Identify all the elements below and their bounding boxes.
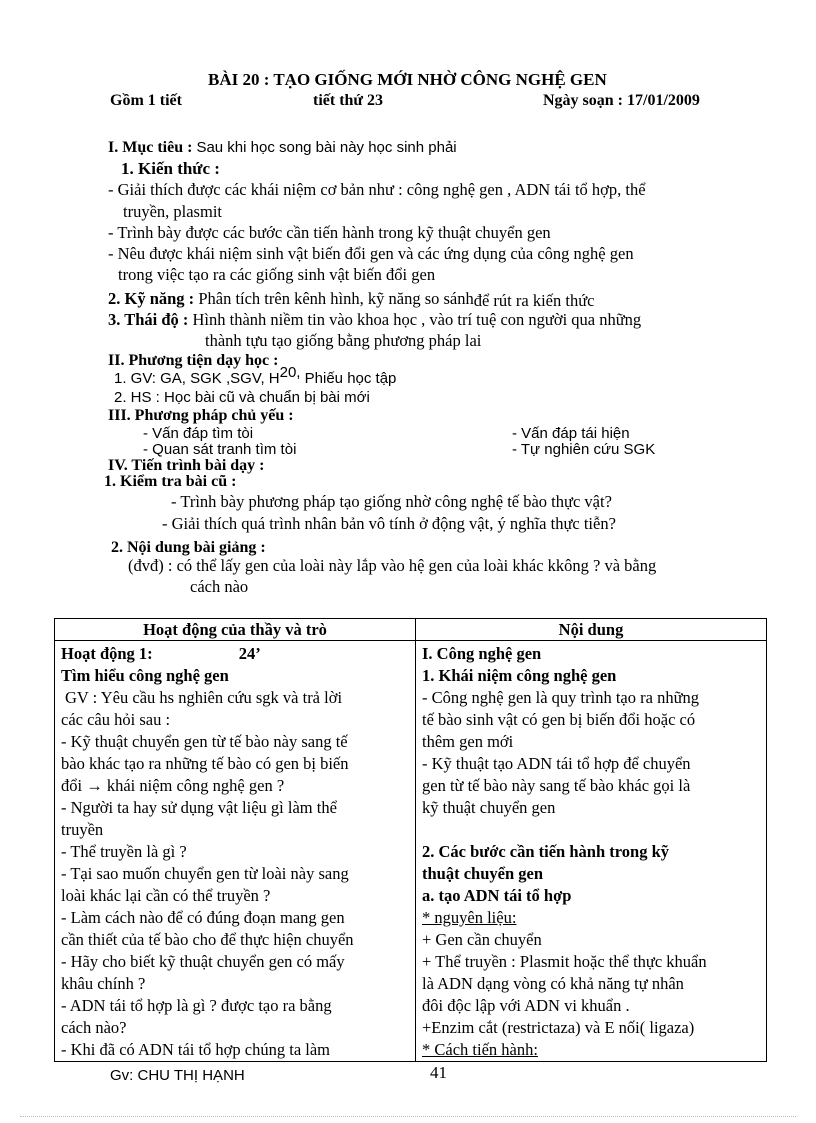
attitude-label: 3. Thái độ :: [108, 310, 189, 329]
content-section: I. Công nghệ gen: [422, 644, 542, 663]
table-header-row: [55, 619, 767, 641]
activity-text-line: khâu chính ?: [61, 974, 146, 993]
activity-text-line: - Tại sao muốn chuyển gen từ loài này sang: [61, 864, 349, 883]
table-row: [55, 641, 767, 1062]
check-question-1: - Trình bày phương pháp tạo giống nhờ công nghệ tế bào thực vật?: [171, 492, 612, 511]
content-heading: 2. Nội dung bài giảng :: [111, 539, 266, 556]
col-header-activities: Hoạt động của thầy và trò: [55, 619, 416, 641]
check-question-2: - Giải thích quá trình nhân bản vô tính ở động vật, ý nghĩa thực tiễn?: [162, 514, 616, 533]
concept-line: tế bào sinh vật có gen bị biến đổi hoặc có: [422, 710, 696, 729]
materials-heading: * nguyên liệu:: [422, 908, 517, 927]
knowledge-heading: 1. Kiến thức :: [121, 159, 220, 178]
periods-count: Gồm 1 tiết: [110, 92, 182, 109]
knowledge-line-4: - Nêu được khái niệm sinh vật biến đổi gen và các ứng dụng của công nghệ gen: [108, 244, 634, 263]
intro-line-1: (đvđ) : có thể lấy gen của loài này lắp vào hệ gen của loài khác kkông ? và bằng: [128, 556, 657, 575]
activity-text-line: cách nào?: [61, 1018, 127, 1037]
content-cell: [416, 641, 767, 1062]
means-heading: II. Phương tiện dạy học :: [108, 352, 279, 369]
lesson-table: [54, 618, 767, 1062]
material-line: + Gen cần chuyển: [422, 930, 542, 949]
method-left-2: - Quan sát tranh tìm tòi: [143, 441, 297, 458]
concept-line: - Kỹ thuật tạo ADN tái tổ hợp để chuyển: [422, 754, 691, 773]
activity-label: Hoạt động 1:: [61, 644, 153, 663]
activity-text-line: - Khi đã có ADN tái tổ hợp chúng ta làm: [61, 1040, 331, 1059]
knowledge-line-5: trong việc tạo ra các giống sinh vật biến đổi gen: [118, 265, 436, 284]
page-number: 41: [430, 1063, 447, 1082]
activity-text-line: các câu hỏi sau :: [61, 710, 171, 729]
steps-heading-2: thuật chuyển gen: [422, 864, 544, 883]
concept-line: thêm gen mới: [422, 732, 514, 751]
activity-text-line: - Thể truyền là gì ?: [61, 842, 187, 861]
activity-text-line: truyền: [61, 820, 104, 839]
knowledge-line-3: - Trình bày được các bước cần tiến hành trong kỹ thuật chuyển gen: [108, 223, 551, 242]
skills-line: [108, 289, 594, 309]
intro-line-2: cách nào: [190, 577, 249, 596]
concept-line: gen từ tế bào này sang tế bào khác gọi là: [422, 776, 691, 795]
skills-text-2: để rút ra kiến thức: [473, 291, 595, 310]
concept-line: - Công nghệ gen là quy trình tạo ra những: [422, 688, 700, 707]
activity-text-line: - Người ta hay sử dụng vật liệu gì làm thể: [61, 798, 337, 817]
attitude-text-1: Hình thành niềm tin vào khoa học , vào trí tuệ con người qua những: [192, 310, 642, 329]
knowledge-line-1: - Giải thích được các khái niệm cơ bản như : công nghệ gen , ADN tái tổ hợp, thể: [108, 180, 646, 199]
means-gv-sup: 20,: [279, 364, 301, 381]
activities-cell: [55, 641, 416, 1062]
skills-label: 2. Kỹ năng :: [108, 289, 195, 308]
activity-text-line: cần thiết của tế bào cho để thực hiện chuyển: [61, 930, 354, 949]
activity-time: 24’: [238, 644, 261, 663]
material-line: đôi độc lập với ADN vi khuẩn .: [422, 996, 630, 1015]
concept-heading: 1. Khái niệm công nghệ gen: [422, 666, 617, 685]
col-header-content: Nội dung: [416, 619, 767, 641]
methods-heading: III. Phương pháp chủ yếu :: [108, 407, 294, 424]
activity-text-line: - Hãy cho biết kỹ thuật chuyển gen có mấy: [61, 952, 345, 971]
method-left-1: - Vấn đáp tìm tòi: [143, 425, 254, 442]
means-hs: 2. HS : Học bài cũ và chuẩn bị bài mới: [114, 389, 370, 406]
activity-text-line: bào khác tạo ra những tế bào có gen bị biến: [61, 754, 349, 773]
material-line: + Thể truyền : Plasmit hoặc thể thực khuẩn: [422, 952, 707, 971]
method-right-2: - Tự nghiên cứu SGK: [512, 441, 656, 458]
knowledge-line-2: truyền, plasmit: [123, 202, 222, 221]
attitude-line-2: thành tựu tạo giống bằng phương pháp lai: [205, 331, 482, 350]
means-gv-rest: Phiếu học tập: [304, 370, 397, 387]
means-gv: [114, 364, 397, 387]
activity-topic: Tìm hiểu công nghệ gen: [61, 666, 229, 685]
procedure-heading: * Cách tiến hành:: [422, 1040, 538, 1059]
prep-date: Ngày soạn : 17/01/2009: [543, 92, 700, 109]
activity-text-line: đổi → khái niệm công nghệ gen ?: [61, 776, 285, 795]
material-line: +Enzim cắt (restrictaza) và E nối( ligaza): [422, 1018, 695, 1037]
material-line: là ADN dạng vòng có khả năng tự nhân: [422, 974, 684, 993]
activity-text-line: loài khác lại cần có thể truyền ?: [61, 886, 271, 905]
activity-text-line: - Kỹ thuật chuyển gen từ tế bào này sang tế: [61, 732, 348, 751]
lesson-number: tiết thứ 23: [313, 92, 384, 109]
teacher-name: Gv: CHU THỊ HẠNH: [110, 1067, 245, 1084]
steps-heading-1: 2. Các bước cần tiến hành trong kỹ: [422, 842, 670, 861]
skills-text: Phân tích trên kênh hình, kỹ năng so sánh: [198, 289, 474, 308]
activity-text-line: - Làm cách nào để có đúng đoạn mang gen: [61, 908, 345, 927]
attitude-line-1: [108, 310, 641, 330]
lesson-title: BÀI 20 : TẠO GIỐNG MỚI NHỜ CÔNG NGHỆ GEN: [208, 70, 607, 89]
sub-heading-a: a. tạo ADN tái tổ hợp: [422, 886, 572, 905]
objectives-intro: Sau khi học song bài này học sinh phải: [196, 139, 457, 156]
objectives-section: [108, 139, 457, 157]
activity-line: [61, 643, 409, 665]
concept-line: kỹ thuật chuyển gen: [422, 798, 556, 817]
check-heading: 1. Kiểm tra bài cũ :: [104, 473, 237, 490]
activity-text-line: GV : Yêu cầu hs nghiên cứu sgk và trả lời: [65, 688, 343, 707]
means-gv-text: 1. GV: GA, SGK ,SGV, H: [114, 370, 280, 387]
activity-text-line: - ADN tái tổ hợp là gì ? được tạo ra bằng: [61, 996, 332, 1015]
method-right-1: - Vấn đáp tái hiện: [512, 425, 630, 442]
page-bottom-divider: [20, 1116, 796, 1117]
blank-line: [422, 819, 760, 841]
process-heading: IV. Tiến trình bài dạy :: [108, 457, 265, 474]
objectives-heading: I. Mục tiêu :: [108, 139, 193, 156]
